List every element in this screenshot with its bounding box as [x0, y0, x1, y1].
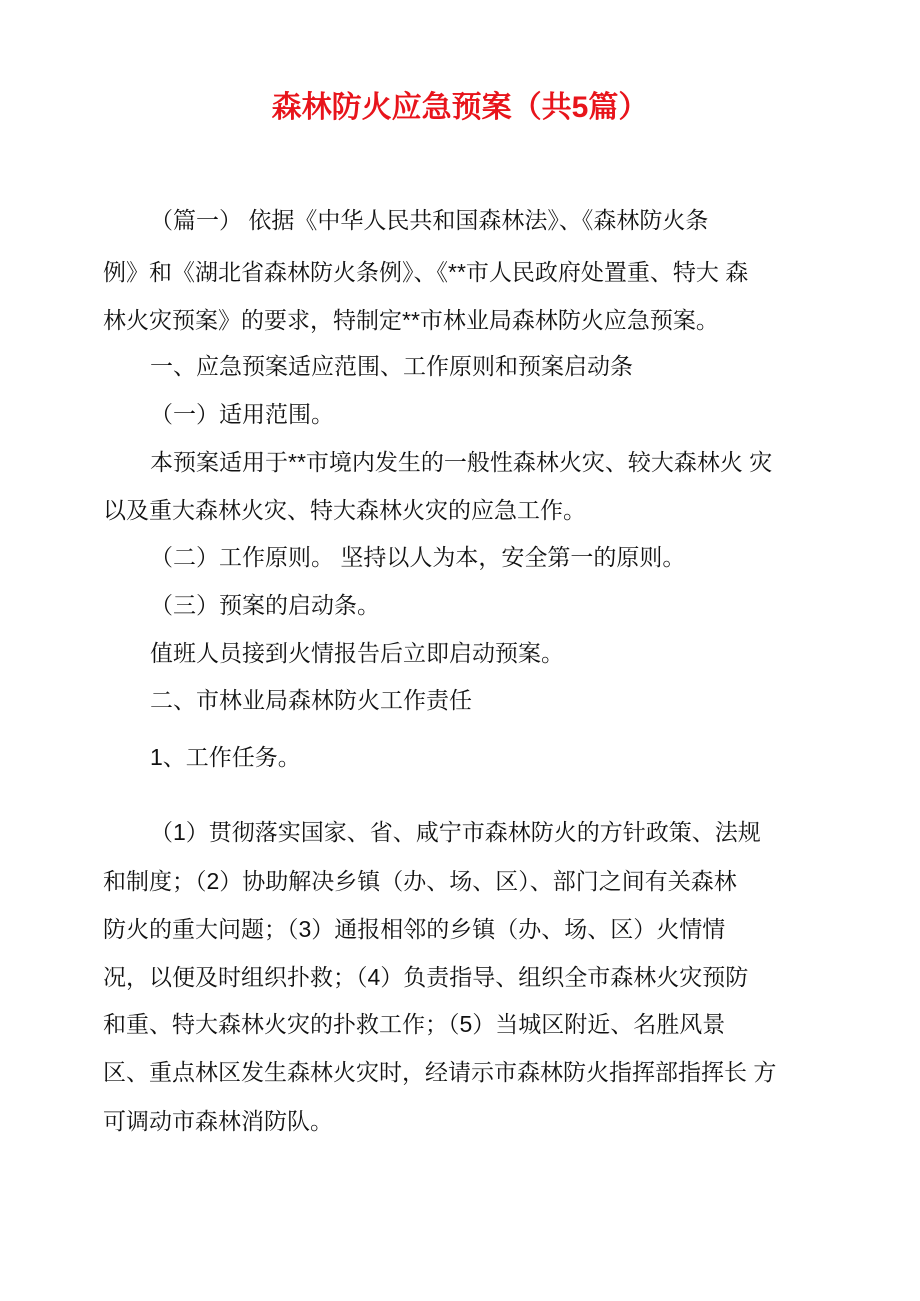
paragraph-line: 况，以便及时组织扑救；（4）负责指导、组织全市森林火灾预防	[103, 964, 749, 990]
paragraph-line: 和重、特大森林火灾的扑救工作；（5）当城区附近、名胜风景	[103, 1011, 726, 1037]
paragraph-line: 和制度；（2）协助解决乡镇（办、场、区）、部门之间有关森林	[103, 868, 737, 894]
paragraph-line: 本预案适用于**市境内发生的一般性森林火灾、较大森林火 灾	[150, 449, 773, 475]
paragraph-line: 林火灾预案》的要求，特制定**市林业局森林防火应急预案。	[103, 307, 719, 333]
subsection-heading: （一）适用范围。	[150, 401, 334, 427]
document-title: 森林防火应急预案（共5篇）	[271, 91, 649, 124]
subsection-heading: （二）工作原则。 坚持以人为本，安全第一的原则。	[150, 544, 686, 570]
paragraph-line: （1）贯彻落实国家、省、咸宁市森林防火的方针政策、法规	[150, 819, 761, 845]
paragraph-line: 例》和《湖北省森林防火条例》、《**市人民政府处置重、特大 森	[103, 259, 749, 285]
section-heading: 一、应急预案适应范围、工作原则和预案启动条	[150, 353, 633, 379]
paragraph-line: 防火的重大问题；（3）通报相邻的乡镇（办、场、区）火情情	[103, 916, 726, 942]
paragraph-line: 值班人员接到火情报告后立即启动预案。	[150, 640, 564, 666]
paragraph-line: 可调动市森林消防队。	[103, 1108, 333, 1134]
paragraph-line: 区、重点林区发生森林火灾时，经请示市森林防火指挥部指挥长 方	[103, 1059, 777, 1085]
subsection-heading: （三）预案的启动条。	[150, 592, 380, 618]
section-heading: 二、市林业局森林防火工作责任	[150, 687, 472, 713]
paragraph-line: （篇一） 依据《中华人民共和国森林法》、《森林防火条	[150, 207, 709, 233]
paragraph-line: 以及重大森林火灾、特大森林火灾的应急工作。	[103, 497, 586, 523]
subsection-heading: 1、工作任务。	[150, 744, 301, 770]
